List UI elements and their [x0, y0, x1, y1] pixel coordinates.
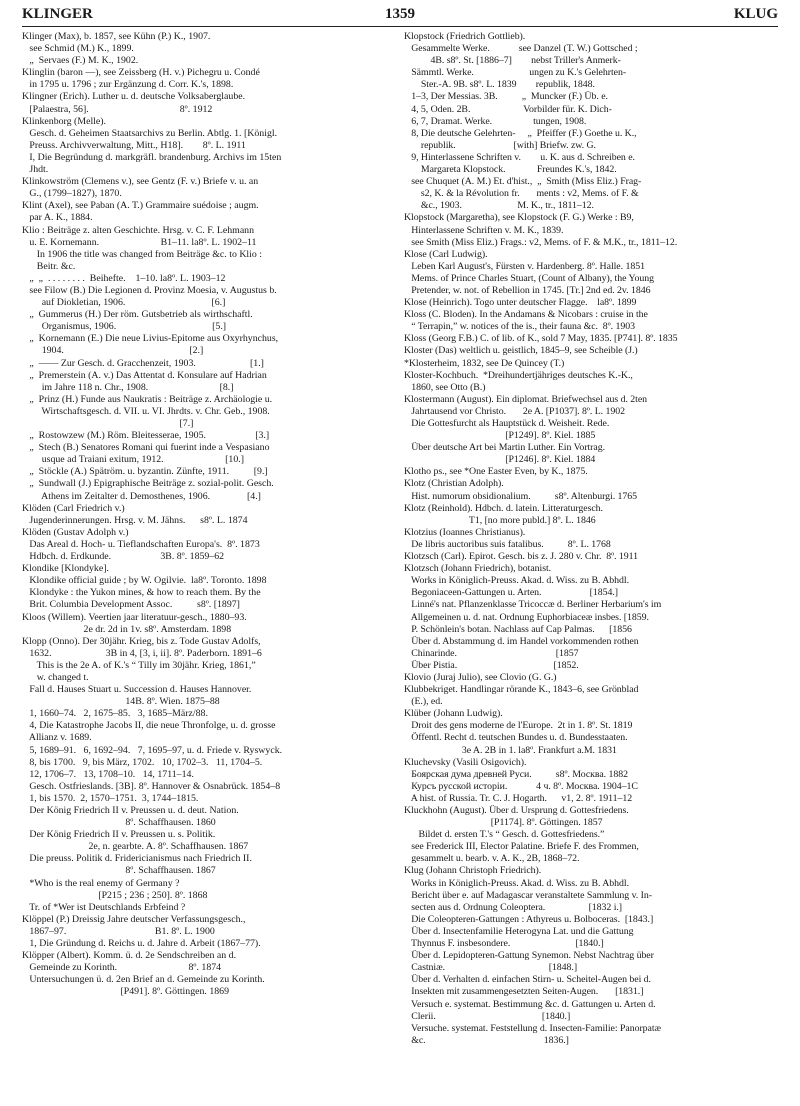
right-column-line: Klotz (Christian Adolph).	[404, 478, 504, 490]
left-column-line: Klondike [Klondyke].	[22, 563, 109, 575]
right-column-line: Kluchevsky (Vasili Osigovich).	[404, 756, 527, 768]
left-column-line: „ „ . . . . . . . . Beihefte. 1–10. la8º. L. 1903–12	[22, 272, 226, 284]
left-column-line: „ Stöckle (A.) Spätröm. u. byzantin. Zünfte, 1911. [9.]	[22, 466, 268, 478]
right-column-line: T1, [no more publd.] 8º. L. 1846	[404, 514, 596, 526]
right-column-line: Über d. Lepidopteren-Gattung Synemon. Nebst Nachtrag über	[404, 950, 654, 962]
right-column-line: 4B. s8º. St. [1886–7] nebst Triller's Anmerk-	[404, 55, 621, 67]
left-column-line: 1, Die Gründung d. Reichs u. d. Jahre d. Arbeit (1867–77).	[22, 938, 261, 950]
header-right-keyword: KLUG	[733, 6, 778, 22]
page-header	[22, 6, 778, 26]
left-column-line: 4, Die Katastrophe Jacobs II, die neue Thronfolge, u. d. grosse	[22, 720, 276, 732]
right-column-line: see Frederick III, Elector Palatine. Briefe F. des Frommen,	[404, 841, 639, 853]
left-column-line: see Filow (B.) Die Legionen d. Provinz Moesia, v. Augustus b.	[22, 284, 277, 296]
right-column-line: Klotz (Reinhold). Hdbch. d. latein. Litteraturgesch.	[404, 502, 603, 514]
left-column-line: „ Prinz (H.) Funde aus Naukratis : Beiträge z. Archäologie u.	[22, 393, 273, 405]
left-column-line: G., (1799–1827), 1870.	[22, 188, 122, 200]
page-number: 1359	[385, 6, 415, 22]
left-column-line: 1, bis 1570. 2, 1570–1751. 3, 1744–1815.	[22, 792, 199, 804]
left-column-line: 14B. 8º. Wien. 1875–88	[22, 696, 220, 708]
left-column-line: Klinkowström (Clemens v.), see Gentz (F. v.) Briefe v. u. an	[22, 176, 259, 188]
left-column-line: 1632. 3B in 4, [3, i, ii]. 8º. Paderborn. 1891–6	[22, 647, 262, 659]
left-column-line: Preuss. Archivverwaltung, Mitt., H18]. 8º. L. 1911	[22, 139, 246, 151]
left-column-line: Der König Friedrich II v. Preussen u. s. Politik.	[22, 829, 216, 841]
right-column	[404, 31, 780, 1102]
right-column-line: Kloster (Das) weltlich u. geistlich, 1845–9, see Scheible (J.)	[404, 345, 638, 357]
right-column-line: Begoniaceen-Gattungen u. Arten. [1854.]	[404, 587, 619, 599]
right-column-line: Ster.-A. 9B. s8º. L. 1839 republik, 1848.	[404, 79, 595, 91]
left-column-line: u. E. Kornemann. B1–11. la8º. L. 1902–11	[22, 236, 257, 248]
left-column-line: Brit. Columbia Development Assoc. s8º. [1897]	[22, 599, 240, 611]
left-column-line: [7.]	[22, 418, 194, 429]
right-column-line: Gesammelte Werke. see Danzel (T. W.) Gottsched ;	[404, 43, 638, 55]
right-column-line: Боярская дума древней Руси. s8º. Москва. 1882	[404, 768, 628, 780]
left-column-line: In 1906 the title was changed from Beiträge &c. to Klio :	[22, 248, 263, 260]
right-column-line: Klose (Carl Ludwig).	[404, 248, 488, 260]
right-column-line: Droit des gens moderne de l'Europe. 2t in 1. 8º. St. 1819	[404, 720, 633, 732]
left-column-line: Die preuss. Politik d. Fridericianismus nach Friedrich II.	[22, 853, 252, 865]
left-column-line: Klio : Beiträge z. alten Geschichte. Hrsg. v. C. F. Lehmann	[22, 224, 255, 236]
left-column-line: Klingner (Erich). Luther u. d. deutsche Volksaberglaube.	[22, 91, 246, 103]
right-column-line: Allgemeinen u. d. nat. Ordnung Euphorbiaceæ insbes. [1859.	[404, 611, 649, 623]
right-column-line: Sämmtl. Werke. ungen zu K.'s Gelehrten-	[404, 67, 627, 79]
right-column-line: Leben Karl August's, Fürsten v. Hardenberg. 8º. Halle. 1851	[404, 260, 645, 272]
right-column-line: Klubbekriget. Handlingar rörande K., 1843–6, see Grönblad	[404, 684, 639, 696]
left-column-line: Der König Friedrich II v. Preussen u. d. deut. Nation.	[22, 805, 239, 816]
right-column-line: [P1174]. 8º. Göttingen. 1857	[404, 817, 603, 829]
left-column-line: usque ad Traiani exitum, 1912. [10.]	[22, 454, 245, 466]
left-column-line: Wirtschaftsgesch. d. VII. u. VI. Jhrdts. v. Chr. Geb., 1908.	[22, 405, 270, 417]
left-column-line: Athens im Zeitalter d. Demosthenes, 1906. [4.]	[22, 490, 261, 502]
left-column-line: Untersuchungen ü. d. 2en Brief an d. Gemeinde zu Korinth.	[22, 974, 265, 986]
right-column-line: Klovio (Juraj Julio), see Clovio (G. G.)	[404, 671, 557, 683]
left-column-line: Gesch. d. Geheimen Staatsarchivs zu Berlin. Abtlg. 1. [Königl.	[22, 127, 278, 139]
right-column-line: Über d. Verhalten d. einfachen Stirn- u. Scheitel-Augen bei d.	[404, 974, 651, 986]
left-column-line: 2e, n. gearbte. A. 8º. Schaffhausen. 1867	[22, 841, 249, 853]
left-column-line: Klöden (Carl Friedrich v.)	[22, 502, 125, 514]
left-column-line: [P215 ; 236 ; 250]. 8º. 1868	[22, 889, 208, 901]
left-column-line: Tr. of *Wer ist Deutschlands Erbfeind ?	[22, 901, 186, 913]
left-column-line: *Who is the real enemy of Germany ?	[22, 877, 180, 889]
right-column-line: (E.), ed.	[404, 696, 443, 708]
right-column-line: Klotzius (Ioannes Christianus).	[404, 526, 526, 538]
left-column-line: Gemeinde zu Korinth. 8º. 1874	[22, 962, 222, 974]
right-column-line: 1–3, Der Messias. 3B. „ Muncker (F.) Üb. e.	[404, 91, 608, 103]
right-column-line: Klotho ps., see *One Easter Even, by K., 1875.	[404, 466, 588, 478]
right-column-line: Clerii. [1840.]	[404, 1010, 571, 1022]
right-column-line: [P1246]. 8º. Kiel. 1884	[404, 454, 596, 466]
right-column-line: Chinarinde. [1857	[404, 647, 579, 659]
right-column-line: 9, Hinterlassene Schriften v. u. K. aus d. Schreiben e.	[404, 151, 635, 163]
right-column-line: Klostermann (August). Ein diplomat. Briefwechsel aus d. 2ten	[404, 393, 648, 405]
left-column-line: Hdbch. d. Erdkunde. 3B. 8º. 1859–62	[22, 551, 225, 563]
right-column-line: Kloster-Kochbuch. *Dreihundertjähriges deutsches K.-K.,	[404, 369, 633, 381]
left-column-line: [P491]. 8º. Göttingen. 1869	[22, 986, 230, 998]
right-column-line: gesammelt u. bearb. v. A. K., 2B, 1868–72.	[404, 853, 580, 865]
right-column-line: Курсъ русской исторіи. 4 ч. 8º. Москва. 1904–1C	[404, 780, 638, 792]
right-column-line: secten aus d. Ordnung Coleoptera. [1832 i.]	[404, 901, 623, 913]
left-column-line: „ Stech (B.) Senatores Romani qui fuerint inde a Vespasiano	[22, 442, 270, 454]
right-column-line: Klotzsch (Carl). Epirot. Gesch. bis z. J. 280 v. Chr. 8º. 1911	[404, 551, 639, 563]
right-column-line: Mems. of Prince Charles Stuart, (Count of Albany), the Young	[404, 272, 655, 284]
right-column-line: [P1249]. 8º. Kiel. 1885	[404, 430, 596, 442]
left-column-line: Gesch. Ostfrieslands. [3B]. 8º. Hannover & Osnabrück. 1854–8	[22, 780, 281, 792]
right-column-line: Versuche. systemat. Feststellung d. Insecten-Familie: Panorpatæ	[404, 1022, 662, 1034]
left-column-line: Kloos (Willem). Veertien jaar literatuur-gesch., 1880–93.	[22, 611, 247, 623]
right-column-line: see Chuquet (A. M.) Et. d'hist., „ Smith (Miss Eliz.) Frag-	[404, 176, 642, 188]
right-column-line: Thynnus F. insbesondere. [1840.]	[404, 938, 604, 950]
right-column-line: P. Schönlein's botan. Nachlass auf Cap Palmas. [1856	[404, 623, 632, 635]
right-column-line: see Smith (Miss Eliz.) Frags.: v2, Mems. of F. & M.K., tr., 1811–12.	[404, 236, 678, 248]
left-column-line: 1867–97. B1. 8º. L. 1900	[22, 925, 215, 937]
right-column-line: Klotzsch (Johann Friedrich), botanist.	[404, 563, 552, 575]
right-column-line: republik. [with] Briefw. zw. G.	[404, 139, 596, 151]
left-column-line: I, Die Begründung d. markgräfl. brandenburg. Archivs im 15ten	[22, 151, 282, 163]
right-column-line: Works in Königlich-Preuss. Akad. d. Wiss. zu B. Abhdl.	[404, 575, 630, 587]
left-column-line: Allianz v. 1689.	[22, 732, 92, 744]
right-column-line: Öffentl. Recht d. teutschen Bundes u. d. Bundesstaaten.	[404, 732, 628, 744]
right-column-line: Jahrtausend vor Christo. 2e A. [P1037]. 8º. L. 1902	[404, 405, 625, 417]
right-column-line: Bericht über e. auf Madagascar veranstaltete Sammlung v. In-	[404, 889, 652, 901]
left-column-line: 1, 1660–74. 2, 1675–85. 3, 1685–März/88.	[22, 708, 208, 720]
right-column-line: Margareta Klopstock. Freundes K.'s, 1842.	[404, 164, 617, 176]
right-column-line: Über deutsche Art bei Martin Luther. Ein Vortrag.	[404, 442, 605, 454]
left-column-line: 8º. Schaffhausen. 1867	[22, 865, 216, 877]
left-column-line: Fall d. Hauses Stuart u. Succession d. Hauses Hannover.	[22, 684, 252, 696]
left-column-line: w. changed t.	[22, 671, 89, 683]
left-column-line: 12, 1706–7. 13, 1708–10. 14, 1711–14.	[22, 768, 194, 780]
right-column-line: Hinterlassene Schriften v. M. K., 1839.	[404, 224, 564, 236]
left-column-line: 2e dr. 2d in 1v. s8º. Amsterdam. 1898	[22, 623, 232, 635]
left-column-line: Klinger (Max), b. 1857, see Kühn (P.) K., 1907.	[22, 31, 211, 42]
right-column-line: s2, K. & la Révolution fr. ments : v2, Mems. of F. &	[404, 188, 639, 200]
right-column-line: Hist. numorum obsidionalium. s8º. Altenburgi. 1765	[404, 490, 638, 502]
left-column-line: „ Gummerus (H.) Der röm. Gutsbetrieb als wirthschaftl.	[22, 309, 253, 321]
left-column-line: in 1795 u. 1796 ; zur Ergänzung d. Corr. K.'s, 1898.	[22, 79, 234, 91]
left-column-line: Klöppel (P.) Dreissig Jahre deutscher Verfassungsgesch.,	[22, 913, 246, 925]
right-column-line: Klose (Heinrich). Togo unter deutscher Flagge. la8º. 1899	[404, 297, 637, 309]
right-column-line: Über d. Insectenfamilie Heterogyna Lat. und die Gattung	[404, 925, 634, 937]
left-column-line: Klinglin (baron —), see Zeissberg (H. v.) Pichegru u. Condé	[22, 67, 260, 79]
left-column-line: Klinkenborg (Melle).	[22, 115, 107, 127]
left-column-line: „ Sundwall (J.) Epigraphische Beiträge z. sozial-polit. Gesch.	[22, 478, 274, 490]
left-column-line: Klondike official guide ; by W. Ogilvie. la8º. Toronto. 1898	[22, 575, 267, 587]
right-column-line: Pretender, w. not. of Rebellion in 1745. [Tr.] 2nd ed. 2v. 1846	[404, 284, 651, 296]
left-column-line: Klondyke : the Yukon mines, & how to reach them. By the	[22, 587, 261, 599]
right-column-line: Castniæ. [1848.]	[404, 962, 578, 974]
left-column	[22, 31, 394, 1102]
right-column-line: 1860, see Otto (B.)	[404, 381, 486, 393]
right-column-line: A hist. of Russia. Tr. C. J. Hogarth. v1, 2. 8º. 1911–12	[404, 792, 633, 804]
left-column-line: Klopp (Onno). Der 30jähr. Krieg, bis z. Tode Gustav Adolfs,	[22, 635, 261, 647]
left-column-line: 8, bis 1700. 9, bis März, 1702. 10, 1702–3. 11, 1704–5.	[22, 756, 263, 768]
left-column-line: „ —— Zur Gesch. d. Gracchenzeit, 1903. [1.]	[22, 357, 264, 369]
left-column-line: see Schmid (M.) K., 1899.	[22, 43, 134, 55]
left-column-line: „ Premerstein (A. v.) Das Attentat d. Konsulare auf Hadrian	[22, 369, 267, 381]
right-column-line: Kluckhohn (August). Über d. Ursprung d. Gottesfriedens.	[404, 805, 629, 816]
left-column-line: Klöpper (Albert). Komm. ü. d. 2e Sendschreiben an d.	[22, 950, 237, 962]
right-column-line: Kloss (Georg F.B.) C. of lib. of K., sold 7 May, 1835. [P741]. 8º. 1835	[404, 333, 678, 345]
right-column-line: Works in Königlich-Preuss. Akad. d. Wiss. zu B. Abhdl.	[404, 877, 630, 889]
right-column-line: Versuch e. systemat. Bestimmung &c. d. Gattungen u. Arten d.	[404, 998, 656, 1010]
right-column-line: 8, Die deutsche Gelehrten- „ Pfeiffer (F.) Goethe u. K.,	[404, 127, 637, 139]
left-column-line: Das Areal d. Hoch- u. Tieflandschaften Europa's. 8º. 1873	[22, 538, 260, 550]
right-column-line: *Klosterheim, 1832, see De Quincey (T.)	[404, 357, 565, 369]
left-column-line: Jhdt.	[22, 164, 49, 176]
right-column-line: 4, 5, Oden. 2B. Vorbilder für. K. Dich-	[404, 103, 612, 115]
right-column-line: Die Gottesfurcht als Hauptstück d. Weisheit. Rede.	[404, 418, 610, 429]
left-column-line: Klöden (Gustav Adolph v.)	[22, 526, 129, 538]
left-column-line: 8º. Schaffhausen. 1860	[22, 817, 216, 829]
right-column-line: Klopstock (Margaretha), see Klopstock (F. G.) Werke : B9,	[404, 212, 634, 224]
right-column-line: &c., 1903. M. K., tr., 1811–12.	[404, 200, 594, 212]
right-column-line: Bildet d. ersten T.'s “ Gesch. d. Gottesfriedens.”	[404, 829, 605, 841]
left-column-line: [Palaestra, 56]. 8º. 1912	[22, 103, 213, 115]
right-column-line: 6, 7, Dramat. Werke. tungen, 1908.	[404, 115, 587, 127]
header-left-keyword: KLINGER	[22, 6, 93, 22]
left-column-line: Beitr. &c.	[22, 260, 76, 272]
left-column-line: Klint (Axel), see Paban (A. T.) Grammaire suédoise ; augm.	[22, 200, 259, 212]
right-column-line: Linné's nat. Pflanzenklasse Tricoccæ d. Berliner Herbarium's im	[404, 599, 662, 611]
header-rule	[22, 26, 778, 27]
left-column-line: Jugenderinnerungen. Hrsg. v. M. Jähns. s8º. L. 1874	[22, 514, 248, 526]
left-column-line: „ Servaes (F.) M. K., 1902.	[22, 55, 139, 67]
right-column-line: Insekten mit zusammengesetzten Seiten-Augen. [1831.]	[404, 986, 644, 998]
right-column-line: Über Pistia. [1852.	[404, 659, 579, 671]
right-column-line: Über d. Abstammung d. im Handel vorkommenden rothen	[404, 635, 639, 647]
left-column-line: „ Rostowzew (M.) Röm. Bleitesserae, 1905. [3.]	[22, 430, 270, 442]
right-column-line: &c. 1836.]	[404, 1034, 569, 1046]
right-column-line: 3e A. 2B in 1. la8º. Frankfurt a.M. 1831	[404, 744, 617, 756]
left-column-line: 5, 1689–91. 6, 1692–94. 7, 1695–97, u. d. Friede v. Ryswyck.	[22, 744, 283, 756]
right-column-line: Klüber (Johann Ludwig).	[404, 708, 503, 720]
left-column-line: Organismus, 1906. [5.]	[22, 321, 227, 333]
left-column-line: 1904. [2.]	[22, 345, 204, 357]
right-column-line: Klopstock (Friedrich Gottlieb).	[404, 31, 526, 42]
right-column-line: Kloss (C. Bloden). In the Andamans & Nicobars : cruise in the	[404, 309, 648, 321]
left-column-line: auf Diokletian, 1906. [6.]	[22, 297, 226, 309]
left-column-line: im Jahre 118 n. Chr., 1908. [8.]	[22, 381, 234, 393]
left-column-line: This is the 2e A. of K.'s “ Tilly im 30jähr. Krieg, 1861,”	[22, 659, 256, 671]
right-column-line: Die Coleopteren-Gattungen : Athyreus u. Bolboceras. [1843.]	[404, 913, 654, 925]
right-column-line: “ Terrapin,” w. notices of the is., their fauna &c. 8º. 1903	[404, 321, 635, 333]
right-column-line: De libris auctoribus suis fatalibus. 8º. L. 1768	[404, 538, 611, 550]
left-column-line: „ Kornemann (E.) Die neue Livius-Epitome aus Oxyrhynchus,	[22, 333, 279, 345]
right-column-line: Klug (Johann Christoph Friedrich).	[404, 865, 542, 877]
left-column-line: par A. K., 1884.	[22, 212, 93, 224]
